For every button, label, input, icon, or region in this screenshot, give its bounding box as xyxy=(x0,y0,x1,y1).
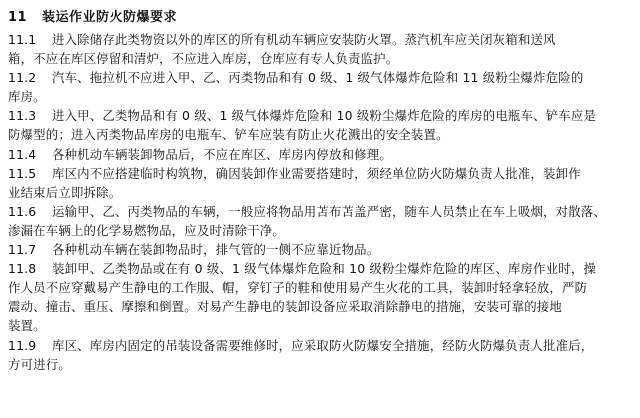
section-number: 11 xyxy=(8,10,28,25)
clause-first-line xyxy=(8,240,632,259)
clause-continuation-line xyxy=(8,278,632,297)
clause-first-line xyxy=(8,30,632,49)
clause-text: 装置。 xyxy=(8,318,46,334)
clause-11-1 xyxy=(8,30,632,68)
clause-first-line xyxy=(8,68,632,87)
clause-continuation-line xyxy=(8,183,632,202)
clause-11-9 xyxy=(8,336,632,374)
clause-11-8 xyxy=(8,259,632,335)
clause-text: 库区内不应搭建临时构筑物，确因装卸作业需要搭建时，须经单位防火防爆负责人批准，装卸作 xyxy=(52,165,581,181)
clause-text: 进入甲、乙类物品和有 0 级、1 级气体爆炸危险和 10 级粉尘爆炸危险的库房的电瓶车、铲车应是 xyxy=(52,108,597,124)
clause-text: 各种机动车辆装卸物品后，不应在库区、库房内停放和修理。 xyxy=(52,146,392,162)
clause-11-7 xyxy=(8,240,632,259)
clause-number: 11.8 xyxy=(8,261,37,277)
clause-11-6 xyxy=(8,202,632,240)
clause-first-line xyxy=(8,336,632,355)
clause-11-5 xyxy=(8,164,632,202)
clause-11-2 xyxy=(8,68,632,106)
clause-text: 作人员不应穿戴易产生静电的工作服、帽，穿钉子的鞋和使用易产生火花的工具，装卸时轻拿轻放，严防 xyxy=(8,280,588,296)
clause-first-line xyxy=(8,106,632,125)
clause-text: 各种机动车辆在装卸物品时，排气管的一侧不应靠近物品。 xyxy=(52,242,380,258)
clause-text: 震动、撞击、重压、摩擦和倒置。对易产生静电的装卸设备应采取消除静电的措施，安装可靠的接地 xyxy=(8,299,562,315)
clause-number: 11.6 xyxy=(8,203,37,219)
clause-continuation-line xyxy=(8,316,632,335)
clause-number: 11.1 xyxy=(8,32,37,47)
clause-11-3 xyxy=(8,106,632,144)
clause-text: 汽车、拖拉机不应进入甲、乙、丙类物品和有 0 级、1 级气体爆炸危险和 11 级粉尘爆炸危险的 xyxy=(52,70,584,86)
clause-text: 进入除储存此类物资以外的库区的所有机动车辆应安装防火罩。蒸汽机车应关闭灰箱和送风 xyxy=(52,32,556,47)
clause-text: 库房。 xyxy=(8,89,46,105)
clause-text: 防爆型的；进入丙类物品库房的电瓶车、铲车应装有防止火花溅出的安全装置。 xyxy=(8,127,449,143)
clause-number: 11.7 xyxy=(8,242,37,258)
clause-text: 箱，不应在库区停留和清炉，不应进入库房，仓库应有专人负责监护。 xyxy=(8,51,399,67)
clause-continuation-line xyxy=(8,221,632,240)
clause-first-line xyxy=(8,164,632,183)
clause-text: 方可进行。 xyxy=(8,356,71,372)
clause-first-line xyxy=(8,145,632,164)
clause-continuation-line xyxy=(8,355,632,374)
clause-text: 运输甲、乙、丙类物品的车辆，一般应将物品用苫布苫盖严密，随车人员禁止在车上吸烟，对散落、 xyxy=(52,203,606,219)
clause-text: 库区、库房内固定的吊装设备需要维修时，应采取防火防爆安全措施，经防火防爆负责人批准后， xyxy=(52,337,594,353)
clause-number: 11.5 xyxy=(8,165,37,181)
clause-number: 11.4 xyxy=(8,146,37,162)
clause-number: 11.2 xyxy=(8,70,37,86)
clause-text: 渗漏在车辆上的化学易燃物品，应及时清除干净。 xyxy=(8,222,285,238)
clause-continuation-line xyxy=(8,49,632,68)
clause-11-4 xyxy=(8,145,632,164)
clause-continuation-line xyxy=(8,297,632,316)
clause-text: 装卸甲、乙类物品或在有 0 级、1 级气体爆炸危险和 10 级粉尘爆炸危险的库区、库房作业时，操 xyxy=(52,261,597,277)
section-heading xyxy=(8,6,632,30)
clause-first-line xyxy=(8,202,632,221)
clause-list xyxy=(8,30,632,374)
clause-continuation-line xyxy=(8,125,632,144)
clause-number: 11.9 xyxy=(8,337,37,353)
clause-continuation-line xyxy=(8,87,632,106)
clause-first-line xyxy=(8,259,632,278)
clause-text: 业结束后立即拆除。 xyxy=(8,184,122,200)
clause-number: 11.3 xyxy=(8,108,37,124)
section-title: 装运作业防火防爆要求 xyxy=(42,10,178,25)
